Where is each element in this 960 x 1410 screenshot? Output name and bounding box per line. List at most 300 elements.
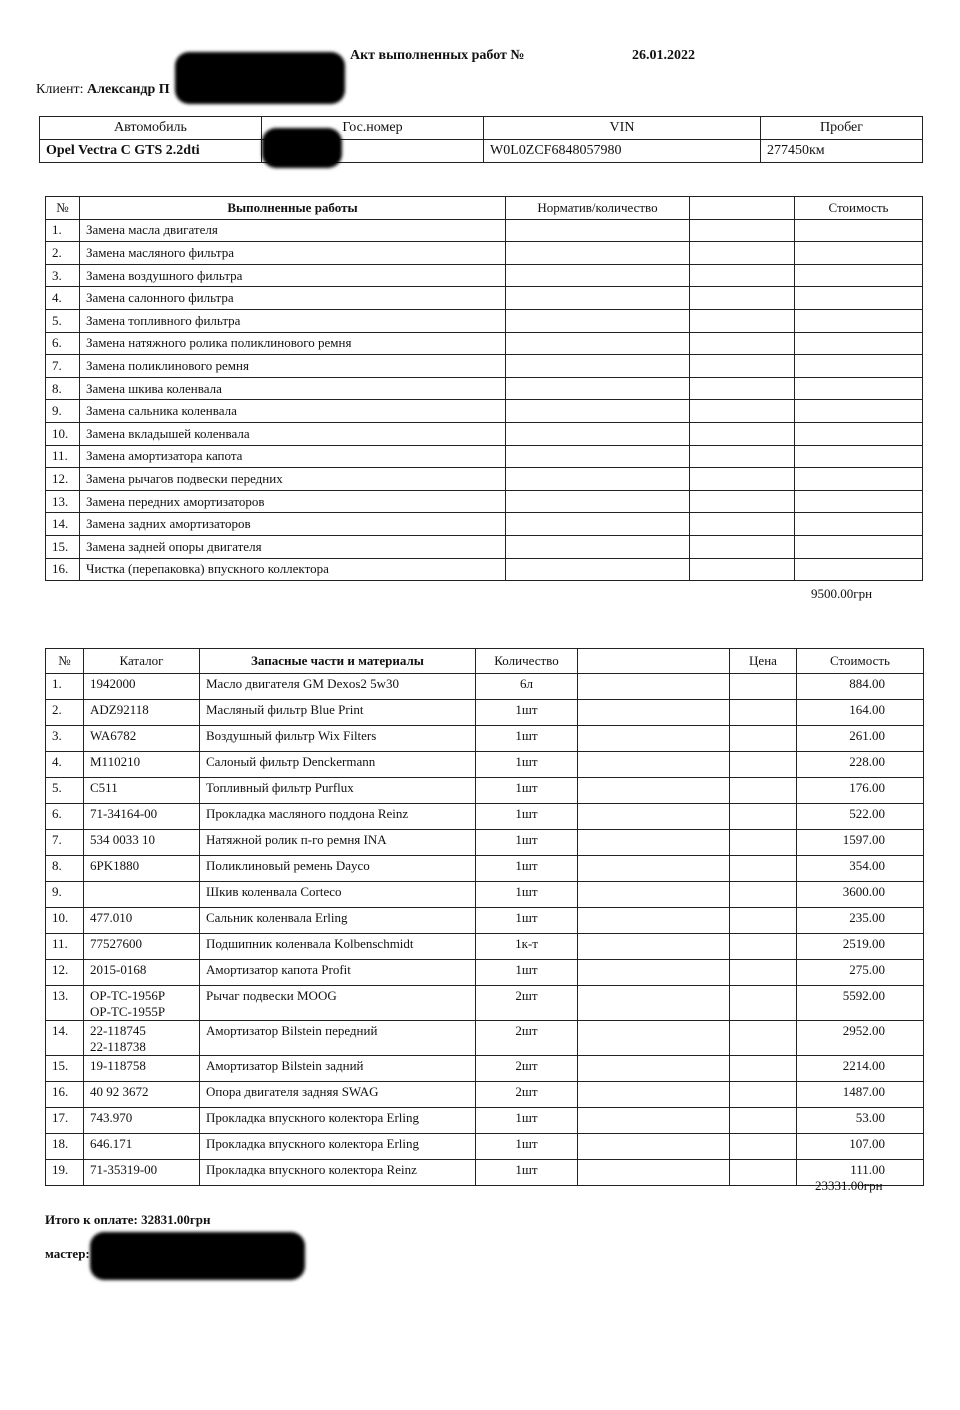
- works-row-name: Замена рычагов подвески передних: [80, 468, 506, 491]
- car-header-plate: Гос.номер: [262, 117, 484, 140]
- parts-row-blank: [578, 778, 730, 804]
- parts-row-qty: 1шт: [476, 856, 578, 882]
- works-row-norm: [506, 535, 690, 558]
- parts-row-catalog: [84, 960, 200, 986]
- works-row-norm: [506, 377, 690, 400]
- parts-row-cost: 261.00: [797, 726, 924, 752]
- works-row-norm: [506, 242, 690, 265]
- works-row-num: 5.: [46, 309, 80, 332]
- works-row: [46, 468, 923, 491]
- works-row-name: Замена топливного фильтра: [80, 309, 506, 332]
- parts-table: [45, 648, 924, 1186]
- works-row-cost: [795, 445, 923, 468]
- works-row-name: Замена амортизатора капота: [80, 445, 506, 468]
- parts-row-qty: 2шт: [476, 1021, 578, 1056]
- parts-row-price: [730, 726, 797, 752]
- works-row-num: 14.: [46, 513, 80, 536]
- parts-row-num: 17.: [46, 1108, 84, 1134]
- parts-row-name: Опора двигателя задняя SWAG: [200, 1082, 476, 1108]
- works-row-cost: [795, 422, 923, 445]
- parts-header-row: [46, 649, 924, 674]
- parts-row-qty: 1шт: [476, 700, 578, 726]
- parts-row-catalog-code: 71-34164-00: [90, 806, 158, 821]
- works-row-num: 1.: [46, 219, 80, 242]
- works-row-num: 7.: [46, 355, 80, 378]
- parts-row-name: Прокладка впускного колектора Erling: [200, 1108, 476, 1134]
- client-label: Клиент:: [36, 82, 84, 97]
- parts-row-name: Сальник коленвала Erling: [200, 908, 476, 934]
- redaction-mark: [90, 1232, 305, 1280]
- parts-row: [46, 778, 924, 804]
- parts-row-blank: [578, 1134, 730, 1160]
- parts-row-num: 7.: [46, 830, 84, 856]
- parts-row-name: Натяжной ролик п-го ремня INA: [200, 830, 476, 856]
- parts-row-name: Подшипник коленвала Kolbenschmidt: [200, 934, 476, 960]
- parts-row-cost: 1487.00: [797, 1082, 924, 1108]
- parts-row-price: [730, 1134, 797, 1160]
- works-row-cost: [795, 332, 923, 355]
- parts-row-blank: [578, 700, 730, 726]
- parts-row-num: 3.: [46, 726, 84, 752]
- parts-row-catalog-code: 6PK1880: [90, 858, 140, 873]
- works-row-norm: [506, 332, 690, 355]
- master-label: мастер:: [45, 1246, 90, 1261]
- parts-row-cost: 111.00: [797, 1160, 924, 1186]
- works-row-num: 13.: [46, 490, 80, 513]
- parts-row-price: [730, 752, 797, 778]
- works-row-num: 10.: [46, 422, 80, 445]
- works-row-norm: [506, 309, 690, 332]
- works-row-cost: [795, 355, 923, 378]
- parts-row-price: [730, 934, 797, 960]
- client-name: Александр П: [87, 82, 170, 97]
- works-row-cost: [795, 513, 923, 536]
- works-row-cost: [795, 377, 923, 400]
- parts-row-price: [730, 960, 797, 986]
- parts-row-num: 12.: [46, 960, 84, 986]
- parts-row-name: Шкив коленвала Corteco: [200, 882, 476, 908]
- parts-row-catalog: [84, 1134, 200, 1160]
- parts-row-qty: 1шт: [476, 804, 578, 830]
- parts-row-qty: 1шт: [476, 1160, 578, 1186]
- parts-row-cost: 2519.00: [797, 934, 924, 960]
- parts-row-blank: [578, 986, 730, 1021]
- parts-row-catalog-code-2: 22-118738: [90, 1039, 146, 1054]
- parts-row-catalog: [84, 908, 200, 934]
- works-row-norm: [506, 219, 690, 242]
- document-title: Акт выполненных работ №: [350, 48, 525, 63]
- parts-row-price: [730, 882, 797, 908]
- parts-row: [46, 830, 924, 856]
- parts-row-blank: [578, 674, 730, 700]
- parts-row-cost: 164.00: [797, 700, 924, 726]
- works-row-num: 6.: [46, 332, 80, 355]
- works-row-norm: [506, 490, 690, 513]
- parts-row: [46, 986, 924, 1021]
- works-row-name: Замена масла двигателя: [80, 219, 506, 242]
- parts-row-num: 10.: [46, 908, 84, 934]
- works-row-cost: [795, 287, 923, 310]
- parts-row-catalog-code: 77527600: [90, 936, 142, 951]
- works-row-blank: [690, 332, 795, 355]
- parts-row-catalog: [84, 934, 200, 960]
- parts-row-qty: 2шт: [476, 1056, 578, 1082]
- parts-header-name: Запасные части и материалы: [200, 649, 476, 674]
- parts-row-price: [730, 700, 797, 726]
- parts-row-price: [730, 908, 797, 934]
- parts-row-name: Топливный фильтр Purflux: [200, 778, 476, 804]
- works-row-name: Замена натяжного ролика поликлинового ремня: [80, 332, 506, 355]
- parts-row-catalog-code: 2015-0168: [90, 962, 147, 977]
- works-row-num: 11.: [46, 445, 80, 468]
- parts-row-qty: 1шт: [476, 960, 578, 986]
- parts-row-cost: 2952.00: [797, 1021, 924, 1056]
- works-row-num: 15.: [46, 535, 80, 558]
- parts-row-catalog-code: OP-TC-1956P: [90, 988, 166, 1003]
- works-row-blank: [690, 264, 795, 287]
- works-row-name: Замена передних амортизаторов: [80, 490, 506, 513]
- parts-row-qty: 1шт: [476, 908, 578, 934]
- parts-row-catalog-code: ADZ92118: [90, 702, 149, 717]
- parts-row-price: [730, 830, 797, 856]
- works-row-cost: [795, 558, 923, 581]
- car-vin: W0L0ZCF6848057980: [484, 140, 761, 163]
- works-row-norm: [506, 558, 690, 581]
- parts-row: [46, 674, 924, 700]
- car-table: [39, 116, 923, 163]
- parts-row-name: Прокладка впускного колектора Reinz: [200, 1160, 476, 1186]
- parts-row-catalog-code: 534 0033 10: [90, 832, 155, 847]
- parts-row-catalog: [84, 1108, 200, 1134]
- parts-row-cost: 2214.00: [797, 1056, 924, 1082]
- parts-row-num: 5.: [46, 778, 84, 804]
- parts-row-blank: [578, 960, 730, 986]
- works-row-blank: [690, 558, 795, 581]
- works-row-blank: [690, 445, 795, 468]
- works-row: [46, 558, 923, 581]
- parts-row-catalog: [84, 830, 200, 856]
- parts-row: [46, 882, 924, 908]
- works-header-blank: [690, 197, 795, 220]
- parts-row-blank: [578, 1160, 730, 1186]
- works-row: [46, 422, 923, 445]
- works-row: [46, 377, 923, 400]
- works-row-name: Чистка (перепаковка) впускного коллектора: [80, 558, 506, 581]
- parts-row-catalog: [84, 804, 200, 830]
- parts-row-price: [730, 674, 797, 700]
- works-row-blank: [690, 242, 795, 265]
- works-row-name: Замена масляного фильтра: [80, 242, 506, 265]
- parts-row-name: Амортизатор капота Profit: [200, 960, 476, 986]
- parts-row-catalog: [84, 778, 200, 804]
- works-header-cost: Стоимость: [795, 197, 923, 220]
- works-row-name: Замена вкладышей коленвала: [80, 422, 506, 445]
- works-row-blank: [690, 309, 795, 332]
- works-row: [46, 355, 923, 378]
- works-row-name: Замена поликлинового ремня: [80, 355, 506, 378]
- parts-row-blank: [578, 908, 730, 934]
- parts-row-num: 15.: [46, 1056, 84, 1082]
- parts-row-catalog-code: 22-118745: [90, 1023, 146, 1038]
- parts-row-blank: [578, 1108, 730, 1134]
- works-row: [46, 242, 923, 265]
- works-row-blank: [690, 513, 795, 536]
- parts-row-qty: 1шт: [476, 830, 578, 856]
- parts-row-price: [730, 1056, 797, 1082]
- parts-row-num: 6.: [46, 804, 84, 830]
- parts-row-num: 16.: [46, 1082, 84, 1108]
- works-row-num: 3.: [46, 264, 80, 287]
- works-row-name: Замена задних амортизаторов: [80, 513, 506, 536]
- works-row-blank: [690, 400, 795, 423]
- parts-row-num: 13.: [46, 986, 84, 1021]
- parts-row-num: 9.: [46, 882, 84, 908]
- parts-row-cost: 1597.00: [797, 830, 924, 856]
- parts-row-cost: 884.00: [797, 674, 924, 700]
- parts-row-catalog: [84, 674, 200, 700]
- car-mileage: 277450км: [761, 140, 923, 163]
- parts-row-cost: 176.00: [797, 778, 924, 804]
- works-row-blank: [690, 355, 795, 378]
- works-row: [46, 287, 923, 310]
- parts-row-cost: 228.00: [797, 752, 924, 778]
- parts-row-num: 2.: [46, 700, 84, 726]
- parts-row-qty: 1шт: [476, 726, 578, 752]
- parts-row-catalog-code: 1942000: [90, 676, 136, 691]
- parts-row-blank: [578, 726, 730, 752]
- parts-row-num: 18.: [46, 1134, 84, 1160]
- parts-row-catalog-code: 477.010: [90, 910, 133, 925]
- parts-header-catalog: Каталог: [84, 649, 200, 674]
- works-row-norm: [506, 287, 690, 310]
- works-row-blank: [690, 490, 795, 513]
- parts-row: [46, 960, 924, 986]
- parts-row-catalog-code: C511: [90, 780, 118, 795]
- parts-row-qty: 2шт: [476, 1082, 578, 1108]
- parts-row-cost: 275.00: [797, 960, 924, 986]
- parts-header-price: Цена: [730, 649, 797, 674]
- works-row-cost: [795, 468, 923, 491]
- works-header-name: Выполненные работы: [80, 197, 506, 220]
- parts-row-catalog: [84, 1021, 200, 1056]
- works-row: [46, 445, 923, 468]
- parts-row: [46, 804, 924, 830]
- works-row-blank: [690, 468, 795, 491]
- car-header-vin: VIN: [484, 117, 761, 140]
- parts-row-name: Масло двигателя GM Dexos2 5w30: [200, 674, 476, 700]
- parts-row-num: 11.: [46, 934, 84, 960]
- parts-row-catalog: [84, 752, 200, 778]
- parts-row-cost: 354.00: [797, 856, 924, 882]
- car-header-mileage: Пробег: [761, 117, 923, 140]
- parts-row-catalog: [84, 986, 200, 1021]
- works-row-cost: [795, 535, 923, 558]
- works-row-blank: [690, 422, 795, 445]
- parts-header-cost: Стоимость: [797, 649, 924, 674]
- parts-row-blank: [578, 1021, 730, 1056]
- parts-row-name: Салоный фильтр Denckermann: [200, 752, 476, 778]
- grand-total: Итого к оплате: 32831.00грн: [45, 1212, 211, 1227]
- car-model: Opel Vectra C GTS 2.2dti: [40, 140, 262, 163]
- parts-row: [46, 856, 924, 882]
- parts-row-catalog: [84, 1160, 200, 1186]
- parts-row-blank: [578, 830, 730, 856]
- parts-row-catalog: [84, 700, 200, 726]
- parts-row-name: Поликлиновый ремень Dayco: [200, 856, 476, 882]
- parts-header-blank: [578, 649, 730, 674]
- parts-header-num: №: [46, 649, 84, 674]
- parts-row-num: 8.: [46, 856, 84, 882]
- parts-row-cost: 53.00: [797, 1108, 924, 1134]
- parts-row-price: [730, 1108, 797, 1134]
- parts-row-name: Воздушный фильтр Wix Filters: [200, 726, 476, 752]
- parts-row-blank: [578, 752, 730, 778]
- works-header-row: [46, 197, 923, 220]
- works-row: [46, 332, 923, 355]
- works-row-norm: [506, 445, 690, 468]
- parts-row: [46, 1160, 924, 1186]
- parts-row-qty: 1к-т: [476, 934, 578, 960]
- parts-row-name: Амортизатор Bilstein задний: [200, 1056, 476, 1082]
- parts-row-num: 4.: [46, 752, 84, 778]
- parts-row-catalog-code: M110210: [90, 754, 141, 769]
- works-row-cost: [795, 219, 923, 242]
- works-row-name: Замена салонного фильтра: [80, 287, 506, 310]
- parts-row-catalog-code: 19-118758: [90, 1058, 146, 1073]
- parts-row-catalog-code: 71-35319-00: [90, 1162, 158, 1177]
- parts-row-num: 19.: [46, 1160, 84, 1186]
- works-row-blank: [690, 219, 795, 242]
- parts-row-num: 14.: [46, 1021, 84, 1056]
- works-row-blank: [690, 287, 795, 310]
- parts-row-price: [730, 986, 797, 1021]
- parts-row-name: Прокладка масляного поддона Reinz: [200, 804, 476, 830]
- parts-row-price: [730, 804, 797, 830]
- redaction-mark: [262, 128, 342, 168]
- parts-row: [46, 752, 924, 778]
- works-row-cost: [795, 490, 923, 513]
- parts-row-qty: 1шт: [476, 778, 578, 804]
- parts-row-blank: [578, 804, 730, 830]
- parts-row: [46, 1108, 924, 1134]
- parts-row-catalog-code-2: OP-TC-1955P: [90, 1004, 166, 1019]
- client-line: [36, 82, 170, 98]
- car-header-model: Автомобиль: [40, 117, 262, 140]
- works-row-blank: [690, 377, 795, 400]
- parts-row-catalog-code: 40 92 3672: [90, 1084, 149, 1099]
- parts-row-qty: 1шт: [476, 1108, 578, 1134]
- works-row-name: Замена задней опоры двигателя: [80, 535, 506, 558]
- parts-row-blank: [578, 882, 730, 908]
- works-row-name: Замена сальника коленвала: [80, 400, 506, 423]
- works-row: [46, 219, 923, 242]
- parts-row-cost: 235.00: [797, 908, 924, 934]
- works-row-blank: [690, 535, 795, 558]
- parts-row-price: [730, 778, 797, 804]
- redaction-mark: [175, 52, 345, 104]
- parts-row-name: Рычаг подвески MOOG: [200, 986, 476, 1021]
- works-row-num: 2.: [46, 242, 80, 265]
- works-row-norm: [506, 513, 690, 536]
- works-row: [46, 264, 923, 287]
- works-row: [46, 400, 923, 423]
- parts-row-cost: 107.00: [797, 1134, 924, 1160]
- works-row: [46, 535, 923, 558]
- parts-row: [46, 1021, 924, 1056]
- works-header-num: №: [46, 197, 80, 220]
- works-row-norm: [506, 264, 690, 287]
- works-row-norm: [506, 355, 690, 378]
- works-total: 9500.00грн: [811, 586, 873, 601]
- parts-row-qty: 1шт: [476, 752, 578, 778]
- parts-row-qty: 1шт: [476, 882, 578, 908]
- parts-row-blank: [578, 1056, 730, 1082]
- works-row: [46, 490, 923, 513]
- parts-row-qty: 1шт: [476, 1134, 578, 1160]
- parts-row-qty: 6л: [476, 674, 578, 700]
- parts-row-catalog: [84, 1056, 200, 1082]
- parts-row-price: [730, 856, 797, 882]
- works-row-num: 9.: [46, 400, 80, 423]
- parts-row-name: Масляный фильтр Blue Print: [200, 700, 476, 726]
- works-row-name: Замена шкива коленвала: [80, 377, 506, 400]
- parts-row: [46, 934, 924, 960]
- works-row: [46, 309, 923, 332]
- parts-row-name: Прокладка впускного колектора Erling: [200, 1134, 476, 1160]
- parts-row: [46, 700, 924, 726]
- parts-row-name: Амортизатор Bilstein передний: [200, 1021, 476, 1056]
- works-row-norm: [506, 468, 690, 491]
- parts-row-blank: [578, 856, 730, 882]
- works-row-norm: [506, 400, 690, 423]
- parts-row: [46, 726, 924, 752]
- works-row-cost: [795, 400, 923, 423]
- works-row: [46, 513, 923, 536]
- parts-row-num: 1.: [46, 674, 84, 700]
- parts-row-price: [730, 1021, 797, 1056]
- car-header-row: [40, 117, 923, 140]
- works-row-num: 12.: [46, 468, 80, 491]
- car-values-row: [40, 140, 923, 163]
- parts-row-price: [730, 1160, 797, 1186]
- parts-row-catalog: [84, 1082, 200, 1108]
- parts-row-blank: [578, 1082, 730, 1108]
- parts-row-catalog-code: WA6782: [90, 728, 137, 743]
- works-table: [45, 196, 923, 581]
- parts-row-catalog: [84, 726, 200, 752]
- parts-row-catalog-code: 743.970: [90, 1110, 133, 1125]
- document-date: 26.01.2022: [632, 48, 695, 63]
- parts-row-cost: 3600.00: [797, 882, 924, 908]
- parts-row-qty: 2шт: [476, 986, 578, 1021]
- parts-row: [46, 908, 924, 934]
- parts-total: 23331.00грн: [815, 1178, 883, 1193]
- works-row-cost: [795, 264, 923, 287]
- parts-row-catalog: [84, 856, 200, 882]
- works-row-cost: [795, 309, 923, 332]
- works-row-num: 4.: [46, 287, 80, 310]
- works-row-num: 8.: [46, 377, 80, 400]
- parts-row-catalog: [84, 882, 200, 908]
- parts-header-qty: Количество: [476, 649, 578, 674]
- parts-row-cost: 5592.00: [797, 986, 924, 1021]
- parts-row: [46, 1134, 924, 1160]
- parts-row: [46, 1082, 924, 1108]
- parts-row: [46, 1056, 924, 1082]
- works-row-name: Замена воздушного фильтра: [80, 264, 506, 287]
- parts-row-price: [730, 1082, 797, 1108]
- parts-row-blank: [578, 934, 730, 960]
